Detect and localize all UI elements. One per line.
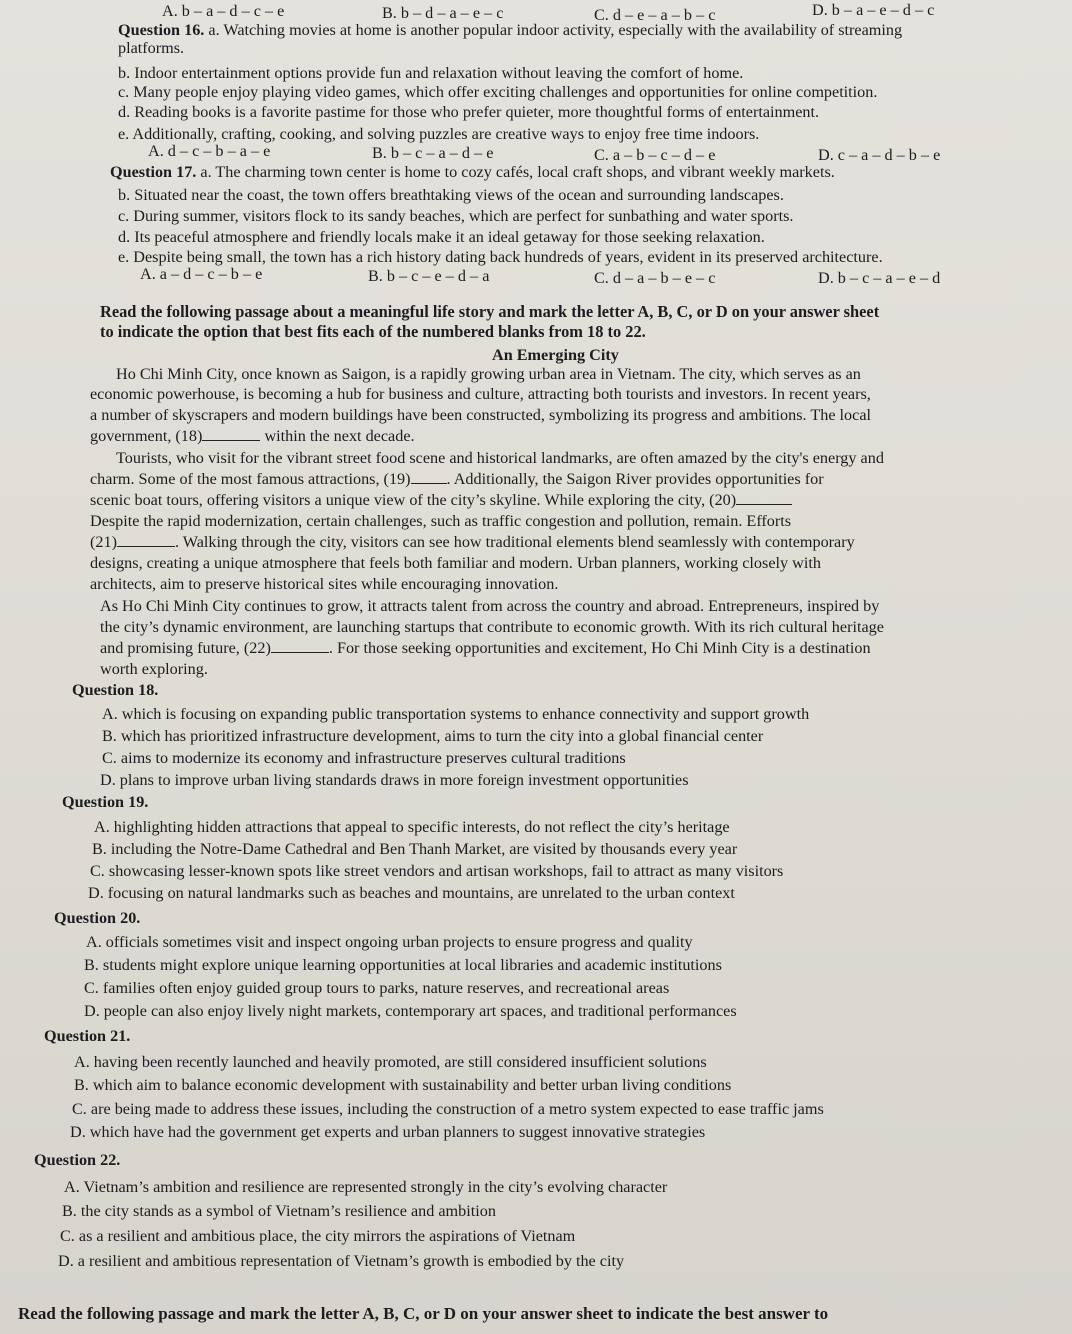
q17-option-c[interactable]: C. d – a – b – e – c	[594, 269, 716, 287]
q16-line-a2: platforms.	[118, 39, 185, 57]
q17-sentence-c: c. During summer, visitors flock to its sandy beaches, which are perfect for sunbathing and water sports.	[118, 207, 794, 225]
q22-option-c[interactable]: C. as a resilient and ambitious place, the city mirrors the aspirations of Vietnam	[60, 1227, 576, 1245]
passage-p3-line-2: the city’s dynamic environment, are launching startups that contribute to economic growth. With its rich cultural heritage	[100, 618, 884, 636]
passage-p1-line-2: economic powerhouse, is becoming a hub for business and culture, attracting both tourists and investors. In recent years,	[90, 385, 871, 403]
blank-21-label: (21)	[90, 533, 117, 551]
q20-label: Question 20.	[54, 909, 141, 927]
q18-option-c[interactable]: C. aims to modernize its economy and infrastructure preserves cultural traditions	[102, 749, 626, 767]
q19-option-d[interactable]: D. focusing on natural landmarks such as beaches and mountains, are unrelated to the urban context	[88, 884, 735, 902]
blank-20-label: scenic boat tours, offering visitors a unique view of the city’s skyline. While exploring the city, (20)	[90, 491, 737, 509]
passage-p1-line-1: Ho Chi Minh City, once known as Saigon, is a rapidly growing urban area in Vietnam. The city, which serves as an	[116, 365, 861, 383]
q16-option-c[interactable]: C. a – b – c – d – e	[594, 146, 716, 164]
passage-p3-line-1: As Ho Chi Minh City continues to grow, it attracts talent from across the country and abroad. Entrepreneurs, inspired by	[100, 597, 880, 615]
q20-option-d[interactable]: D. people can also enjoy lively night markets, contemporary art spaces, and traditional performances	[84, 1002, 737, 1020]
q16-sentence-e: e. Additionally, crafting, cooking, and solving puzzles are creative ways to enjoy free time indoors.	[118, 125, 760, 143]
blank-22-label: and promising future, (22)	[100, 639, 271, 657]
q16-option-b[interactable]: B. b – c – a – d – e	[372, 144, 494, 162]
passage-p2-line-5	[90, 532, 855, 554]
q18-option-a[interactable]: A. which is focusing on expanding public transportation systems to enhance connectivity and support growth	[102, 705, 810, 723]
blank-19-label: charm. Some of the most famous attractions, (19)	[90, 470, 411, 488]
passage-p3-line-4: worth exploring.	[100, 660, 208, 678]
passage-p1-line-4-end: within the next decade.	[260, 427, 415, 445]
q15-option-b[interactable]: B. b – d – a – e – c	[382, 4, 504, 22]
passage-p2-line-1: Tourists, who visit for the vibrant street food scene and historical landmarks, are often amazed by the city's energy and	[116, 449, 884, 467]
blank-21[interactable]	[117, 532, 175, 547]
q16-option-a[interactable]: A. d – c – b – a – e	[148, 142, 271, 160]
q21-option-c[interactable]: C. are being made to address these issues, including the construction of a metro system expected to ease traffic jams	[72, 1100, 824, 1118]
blank-22[interactable]	[271, 638, 329, 653]
q16-sentence-c: c. Many people enjoy playing video games, which offer exciting challenges and opportunities for online competition.	[118, 83, 878, 101]
passage-p2-line-4: Despite the rapid modernization, certain challenges, such as traffic congestion and pollution, remain. Efforts	[90, 512, 792, 530]
passage-p2-line-2	[90, 469, 824, 491]
q15-option-a[interactable]: A. b – a – d – c – e	[162, 2, 285, 20]
instruction-next-passage: Read the following passage and mark the letter A, B, C, or D on your answer sheet to indicate the best answer to	[18, 1304, 829, 1323]
instruction-line-2: to indicate the option that best fits each of the numbered blanks from 18 to 22.	[100, 322, 646, 341]
q15-option-c[interactable]: C. d – e – a – b – c	[594, 6, 716, 24]
q18-label: Question 18.	[72, 681, 159, 699]
q16-sentence-d: d. Reading books is a favorite pastime for those who prefer quieter, more thoughtful forms of entertainment.	[118, 103, 820, 121]
q22-option-d[interactable]: D. a resilient and ambitious representation of Vietnam’s growth is embodied by the city	[58, 1252, 625, 1270]
instruction-line-1: Read the following passage about a meaningful life story and mark the letter A, B, C, or D on your answer sheet	[100, 302, 880, 321]
q17-label: Question 17.	[110, 163, 197, 181]
q17-sentence-a: a. The charming town center is home to cozy cafés, local craft shops, and vibrant weekly markets.	[200, 163, 835, 181]
q19-option-b[interactable]: B. including the Notre-Dame Cathedral and Ben Thanh Market, are visited by thousands every year	[92, 840, 738, 858]
q17-option-b[interactable]: B. b – c – e – d – a	[368, 267, 490, 285]
q22-option-b[interactable]: B. the city stands as a symbol of Vietnam’s resilience and ambition	[62, 1202, 496, 1220]
passage-p1-line-3: a number of skyscrapers and modern buildings have been constructed, symbolizing its progress and ambitions. The local	[90, 406, 872, 424]
blank-20[interactable]	[736, 490, 792, 505]
q22-option-a[interactable]: A. Vietnam’s ambition and resilience are represented strongly in the city’s evolving character	[64, 1178, 668, 1196]
passage-p2-line-6: designs, creating a unique atmosphere that feels both familiar and modern. Urban planners, working closely with	[90, 554, 821, 572]
passage-p3-line-3-end: . For those seeking opportunities and excitement, Ho Chi Minh City is a destination	[328, 639, 871, 657]
blank-18[interactable]	[202, 426, 260, 441]
q20-option-c[interactable]: C. families often enjoy guided group tours to parks, nature reserves, and recreational areas	[84, 979, 670, 997]
q19-option-a[interactable]: A. highlighting hidden attractions that appeal to specific interests, do not reflect the city’s heritage	[94, 818, 730, 836]
q17-option-d[interactable]: D. b – c – a – e – d	[818, 269, 941, 287]
q19-option-c[interactable]: C. showcasing lesser-known spots like street vendors and artisan workshops, fail to attract as many visitors	[90, 862, 784, 880]
passage-p2-line-2-end: . Additionally, the Saigon River provides opportunities for	[446, 470, 824, 488]
q17-sentence-b: b. Situated near the coast, the town offers breathtaking views of the ocean and surrounding landscapes.	[118, 186, 784, 204]
passage-p2-line-5-end: . Walking through the city, visitors can see how traditional elements blend seamlessly with contemporary	[174, 533, 855, 551]
blank-18-label: government, (18)	[90, 427, 203, 445]
q16-sentence-b: b. Indoor entertainment options provide fun and relaxation without leaving the comfort of home.	[118, 64, 744, 82]
q17-sentence-e: e. Despite being small, the town has a rich history dating back hundreds of years, evident in its preserved architecture.	[118, 248, 883, 266]
passage-p1-line-4	[90, 426, 415, 448]
passage-p2-line-3	[90, 490, 792, 512]
q21-label: Question 21.	[44, 1027, 131, 1045]
q21-option-d[interactable]: D. which have had the government get experts and urban planners to suggest innovative strategies	[70, 1123, 706, 1141]
q20-option-b[interactable]: B. students might explore unique learning opportunities at local libraries and academic institutions	[84, 956, 722, 974]
q17-sentence-d: d. Its peaceful atmosphere and friendly locals make it an ideal getaway for those seeking relaxation.	[118, 228, 765, 246]
q19-label: Question 19.	[62, 793, 149, 811]
q21-option-a[interactable]: A. having been recently launched and heavily promoted, are still considered insufficient solutions	[74, 1053, 707, 1071]
q17-option-a[interactable]: A. a – d – c – b – e	[140, 265, 263, 283]
q16-line-a	[118, 20, 902, 42]
q21-option-b[interactable]: B. which aim to balance economic development with sustainability and better urban living conditions	[74, 1076, 732, 1094]
q16-sentence-a: a. Watching movies at home is another popular indoor activity, especially with the availability of streaming	[208, 21, 903, 39]
passage-p3-line-3	[100, 638, 871, 660]
q22-label: Question 22.	[34, 1151, 121, 1169]
blank-19[interactable]	[411, 469, 447, 484]
q20-option-a[interactable]: A. officials sometimes visit and inspect ongoing urban projects to ensure progress and quality	[86, 933, 693, 951]
q16-label: Question 16.	[118, 21, 205, 39]
passage-p2-line-7: architects, aim to preserve historical sites while encouraging innovation.	[90, 575, 559, 593]
q16-option-d[interactable]: D. c – a – d – b – e	[818, 146, 941, 164]
q18-option-d[interactable]: D. plans to improve urban living standards draws in more foreign investment opportunities	[100, 771, 689, 789]
q17-line-a	[110, 162, 835, 184]
q15-option-d[interactable]: D. b – a – e – d – c	[812, 1, 935, 19]
q18-option-b[interactable]: B. which has prioritized infrastructure development, aims to turn the city into a global financial center	[102, 727, 764, 745]
passage-title: An Emerging City	[492, 346, 619, 364]
